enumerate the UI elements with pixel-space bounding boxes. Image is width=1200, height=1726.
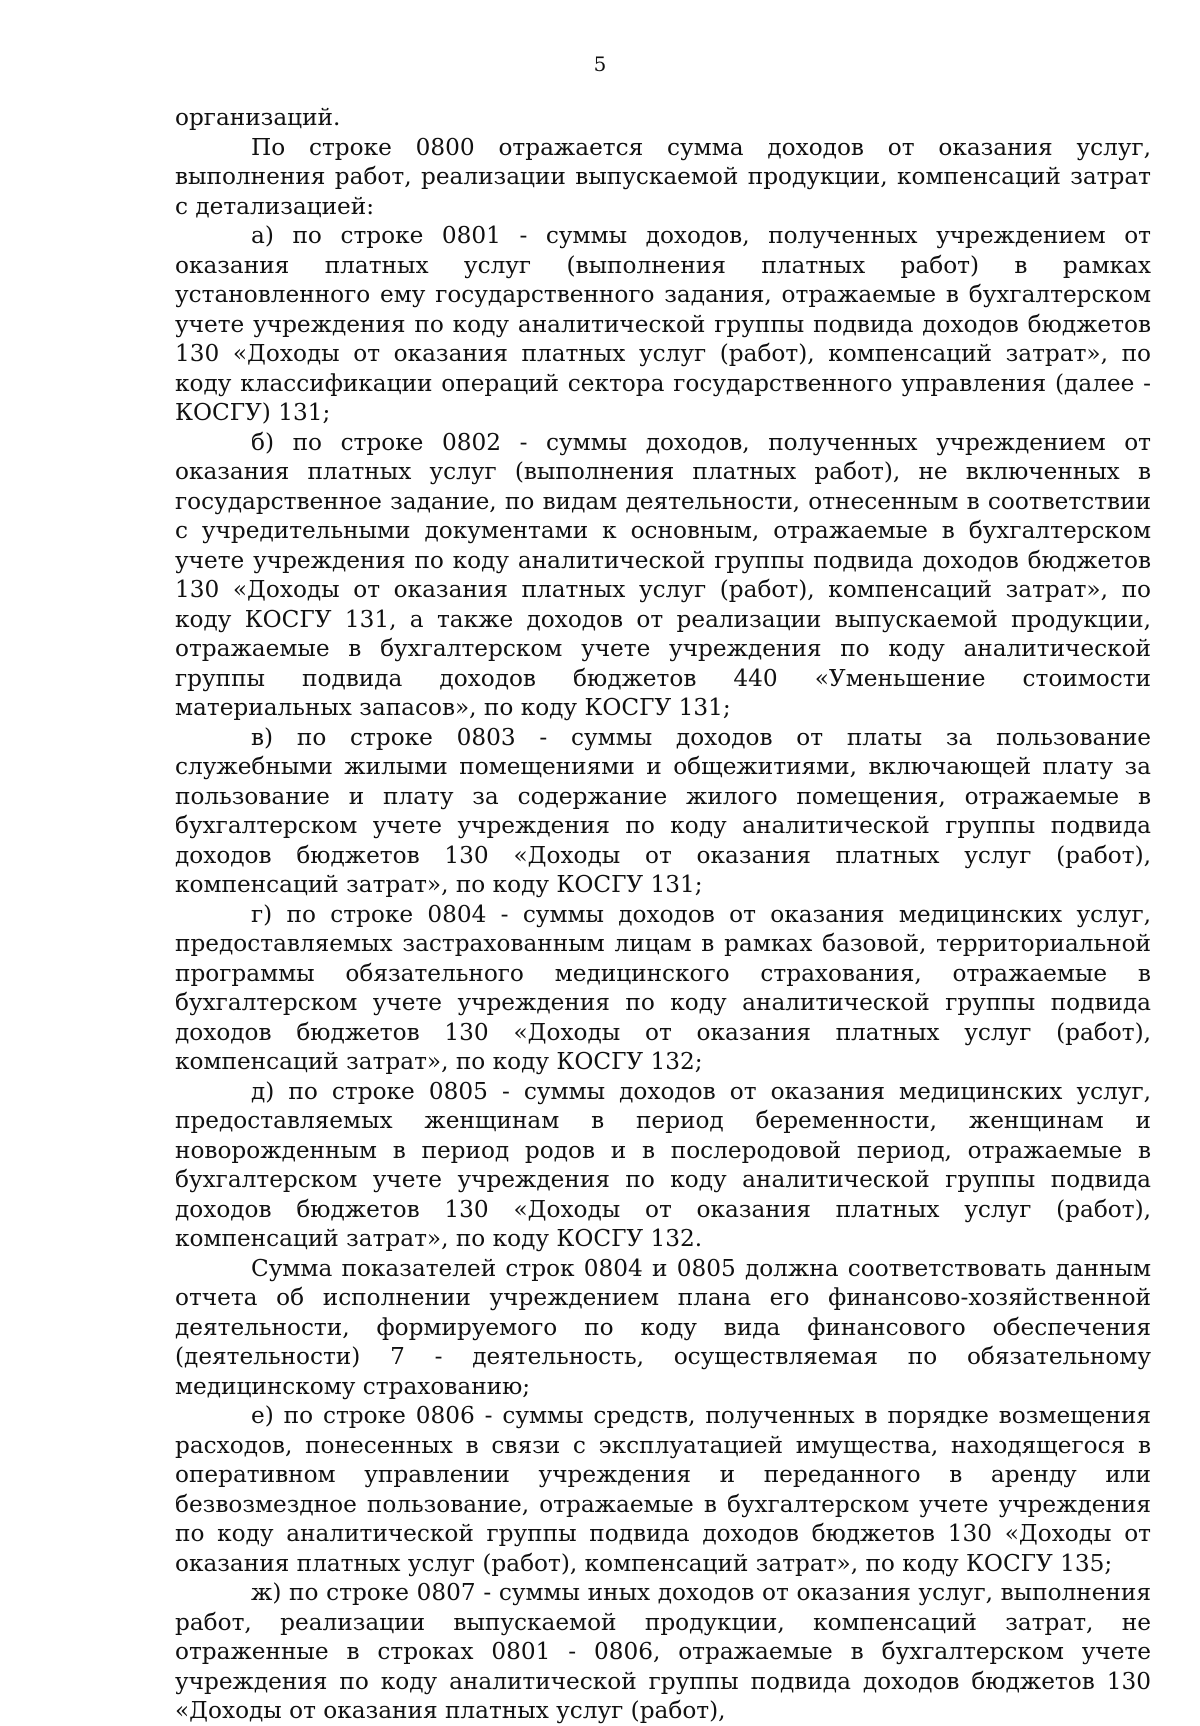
paragraph: в) по строке 0803 - суммы доходов от платы за пользование служебными жилыми помещениями и общежитиями, включающей плату за пользование и плату за содержание жилого помещения, отражаемые в бухгалтерском учете учреждения по коду аналитической группы подвида доходов бюджетов 130 «Доходы от оказания платных услуг (работ), компенсаций затрат», по коду КОСГУ 131; xyxy=(175,723,1151,898)
paragraph: г) по строке 0804 - суммы доходов от оказания медицинских услуг, предоставляемых застрахованным лицам в рамках базовой, территориальной программы обязательного медицинского страхования, отражаемые в бухгалтерском учете учреждения по коду аналитической группы подвида доходов бюджетов 130 «Доходы от оказания платных услуг (работ), компенсаций затрат», по коду КОСГУ 132; xyxy=(175,900,1151,1075)
paragraph: д) по строке 0805 - суммы доходов от оказания медицинских услуг, предоставляемых женщинам в период беременности, женщинам и новорожденным в период родов и в послеродовой период, отражаемые в бухгалтерском учете учреждения по коду аналитической группы подвида доходов бюджетов 130 «Доходы от оказания платных услуг (работ), компенсаций затрат», по коду КОСГУ 132. xyxy=(175,1077,1151,1252)
paragraph: ж) по строке 0807 - суммы иных доходов от оказания услуг, выполнения работ, реализации выпускаемой продукции, компенсаций затрат, не отраженные в строках 0801 - 0806, отражаемые в бухгалтерском учете учреждения по коду аналитической группы подвида доходов бюджетов 130 «Доходы от оказания платных услуг (работ), xyxy=(175,1579,1151,1724)
paragraph: Сумма показателей строк 0804 и 0805 должна соответствовать данным отчета об исполнении учреждением плана его финансово-хозяйственной деятельности, формируемого по коду вида финансового обеспечения (деятельности) 7 - деятельность, осуществляемая по обязательному медицинскому страхованию; xyxy=(175,1254,1151,1400)
paragraph: организаций. xyxy=(175,104,341,131)
page-number: 5 xyxy=(593,52,607,76)
paragraph: а) по строке 0801 - суммы доходов, полученных учреждением от оказания платных услуг (выполнения платных работ) в рамках установленного ему государственного задания, отражаемые в бухгалтерском учете учреждения по коду аналитической группы подвида доходов бюджетов 130 «Доходы от оказания платных услуг (работ), компенсаций затрат», по коду классификации операций сектора государственного управления (далее - КОСГУ) 131; xyxy=(175,222,1151,426)
paragraph: е) по строке 0806 - суммы средств, полученных в порядке возмещения расходов, понесенных в связи с эксплуатацией имущества, находящегося в оперативном управлении учреждения и переданного в аренду или безвозмездное пользование, отражаемые в бухгалтерском учете учреждения по коду аналитической группы подвида доходов бюджетов 130 «Доходы от оказания платных услуг (работ), компенсаций затрат», по коду КОСГУ 135; xyxy=(175,1402,1151,1577)
paragraph: б) по строке 0802 - суммы доходов, полученных учреждением от оказания платных услуг (выполнения платных работ), не включенных в государственное задание, по видам деятельности, отнесенным в соответствии с учредительными документами к основным, отражаемые в бухгалтерском учете учреждения по коду аналитической группы подвида доходов бюджетов 130 «Доходы от оказания платных услуг (работ), компенсаций затрат», по коду КОСГУ 131, а также доходов от реализации выпускаемой продукции, отражаемые в бухгалтерском учете учреждения по коду аналитической группы подвида доходов бюджетов 440 «Уменьшение стоимости материальных запасов», по коду КОСГУ 131; xyxy=(175,428,1151,721)
paragraph: По строке 0800 отражается сумма доходов от оказания услуг, выполнения работ, реализации выпускаемой продукции, компенсаций затрат с детализацией: xyxy=(175,133,1151,220)
body-text xyxy=(175,103,1151,1726)
